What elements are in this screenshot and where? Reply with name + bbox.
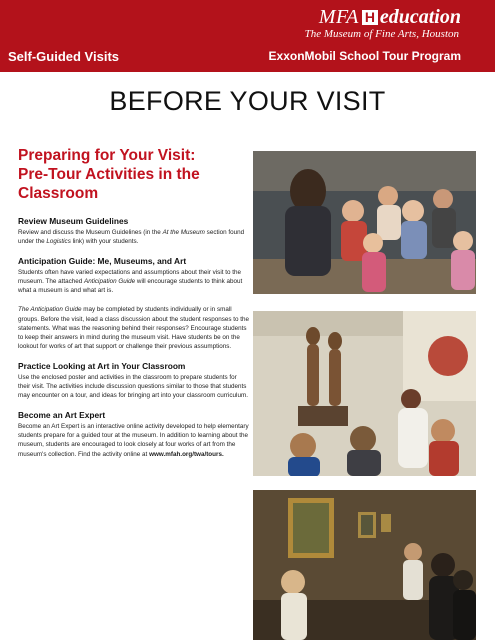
logo-education-text: education (379, 6, 461, 28)
text-run: section found under the (18, 229, 245, 246)
text-run-italic: Anticipation Guide (84, 278, 136, 286)
anticipation-text-2 (18, 305, 250, 350)
expert-heading: Become an Art Expert (18, 410, 106, 421)
practice-text: Use the enclosed poster and activities in the classroom to prepare students for their visit. The activities include discussion questions similar to those that students may encounter on a tour, and ideas for bringing art into your classroom curriculum. (18, 373, 248, 400)
section-heading (18, 146, 250, 203)
anticipation-text (18, 268, 250, 295)
photo-illustration (253, 151, 476, 294)
program-label: ExxonMobil School Tour Program (268, 49, 461, 63)
logo-mfa-text: MFA (318, 6, 359, 28)
section-heading-line: Preparing for Your Visit: (18, 147, 196, 164)
text-run: Become an Art Expert is an interactive online activity developed to help elementary students prepare for a guided tour at the museum. In addition to learning about the museum, students are encouraged to look closely at four works of art from the museum's collection. Find the activity online at (18, 423, 249, 458)
photo-illustration (253, 490, 476, 640)
section-label: Self-Guided Visits (8, 49, 120, 64)
text-run: Review and discuss the Museum Guidelines (in the (18, 229, 163, 236)
text-run: link) with your students. (70, 238, 139, 246)
gallery-sculpture-photo (253, 311, 476, 476)
section-heading-line: Classroom (18, 185, 99, 202)
gallery-paintings-photo (253, 490, 476, 640)
anticipation-heading: Anticipation Guide: Me, Museums, and Art (18, 256, 187, 267)
page-title: BEFORE YOUR VISIT (109, 86, 386, 116)
logistics-link[interactable]: Logistics (46, 238, 71, 246)
classroom-children-photo (253, 151, 476, 294)
practice-heading: Practice Looking at Art in Your Classroom (18, 360, 186, 371)
content-column (18, 146, 250, 469)
text-run: Students often have varied expectations and assumptions about their visit to the museum. The attached (18, 269, 241, 286)
text-run: will encourage students to think about what a museum is and what art is. (18, 278, 243, 295)
text-run-italic: At the Museum (162, 229, 205, 236)
logo-h-mark: H (362, 10, 378, 25)
header-banner (0, 0, 495, 72)
guidelines-text (18, 228, 250, 246)
tours-url-link[interactable]: www.mfah.org/twa/tours. (149, 450, 224, 458)
photo-illustration (253, 311, 476, 476)
text-run: may be completed by students individually or in small groups. Before the visit, lead a class discussion about the student responses to the statements. What was the reasoning behind their responses? Encourage students to keep their answers in mind during the museum visit. Have students be on the lookout for works of art that support or challenge their previous assumptions. (18, 306, 250, 350)
mfah-education-logo[interactable] (319, 6, 461, 28)
logo-subtitle: The Museum of Fine Arts, Houston (304, 28, 459, 40)
section-heading-line: Pre-Tour Activities in the (18, 166, 200, 183)
expert-text (18, 422, 250, 458)
text-run-italic: The Anticipation Guide (18, 306, 82, 314)
guidelines-heading: Review Museum Guidelines (18, 216, 129, 226)
